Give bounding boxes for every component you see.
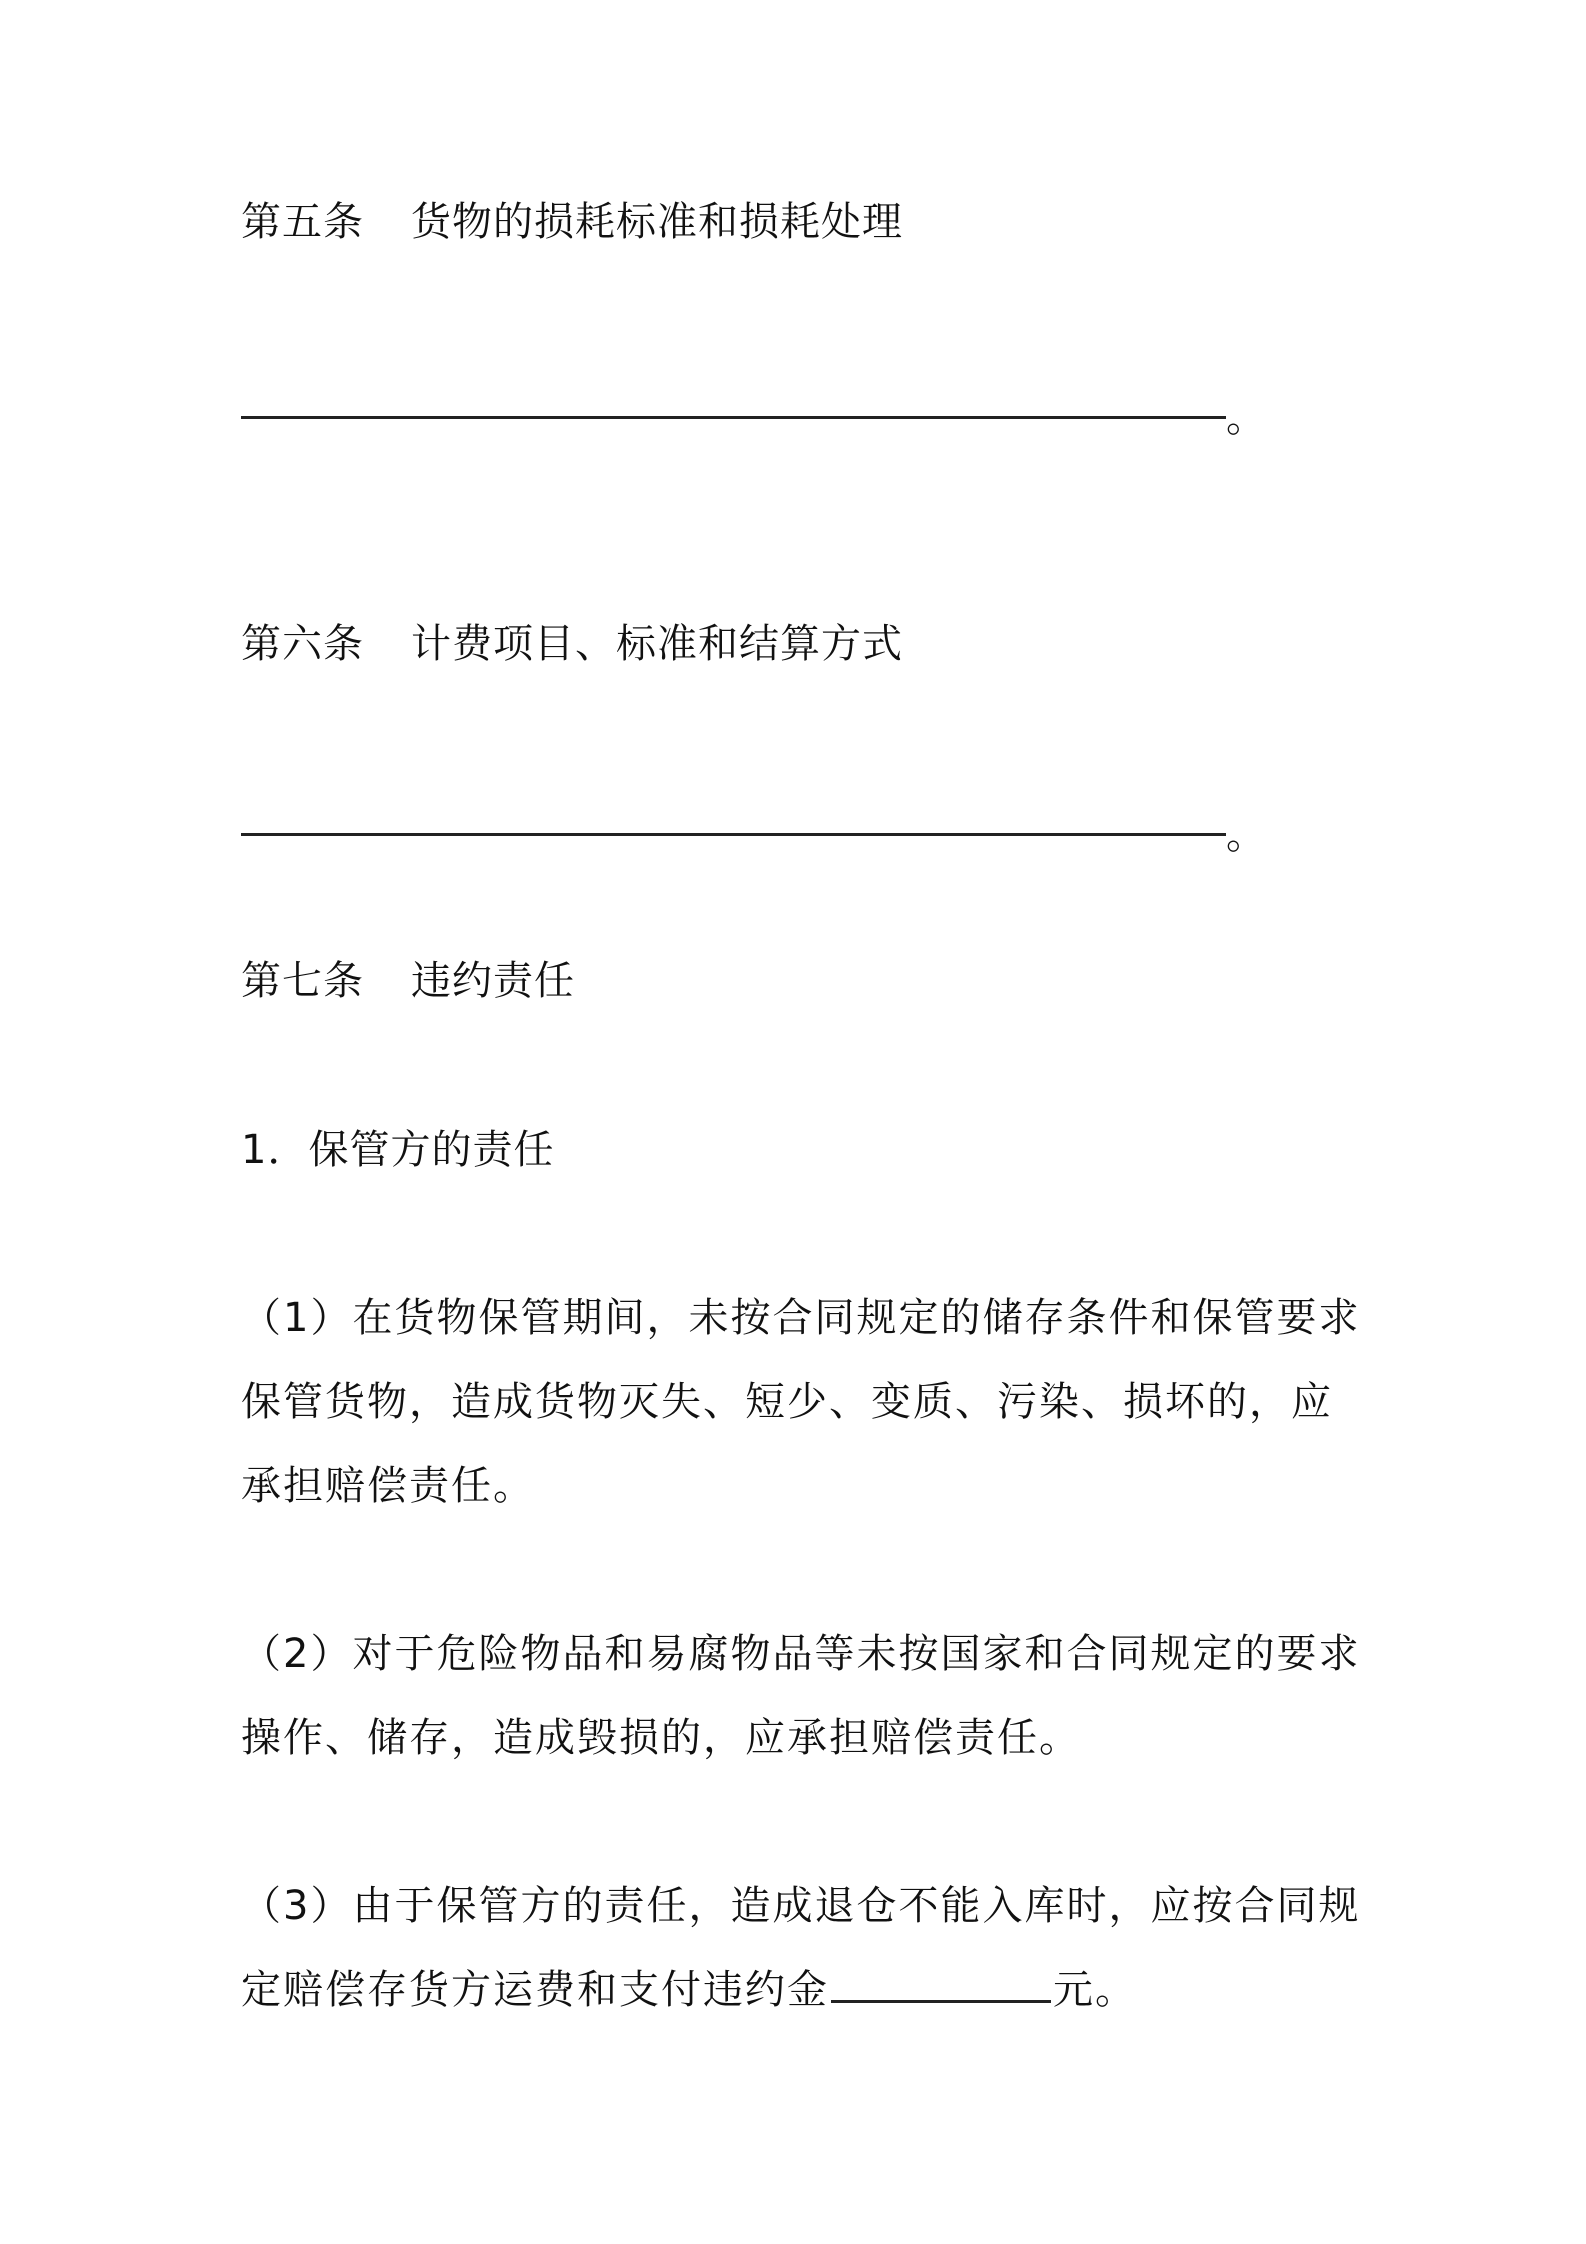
clause-item-3-unit: 元。	[1053, 1967, 1137, 2013]
penalty-amount-blank[interactable]	[831, 1960, 1051, 2003]
article-7-heading	[241, 939, 575, 1023]
article-6-heading	[241, 602, 903, 686]
article-6-blank[interactable]	[241, 793, 1266, 877]
article-5-heading	[241, 180, 903, 264]
blank-rule	[241, 833, 1226, 836]
blank-end-mark: 。	[1226, 395, 1266, 441]
article-5-blank[interactable]	[241, 376, 1266, 460]
article-7-number: 第七条	[241, 958, 364, 1004]
article-6-number: 第六条	[241, 621, 364, 667]
clause-item-3-text: （3）由于保管方的责任，造成退仓不能入库时，应按合同规定赔偿存货方运费和支付违约金	[241, 1883, 1361, 2013]
article-7-title: 违约责任	[411, 958, 575, 1004]
clause-item-3	[241, 1864, 1361, 2032]
section-1-heading: 1．保管方的责任	[241, 1127, 555, 1173]
article-5-title: 货物的损耗标准和损耗处理	[411, 199, 903, 245]
clause-item-1: （1）在货物保管期间，未按合同规定的储存条件和保管要求保管货物，造成货物灭失、短少、变质、污染、损坏的，应承担赔偿责任。	[241, 1295, 1361, 1509]
article-5-number: 第五条	[241, 199, 364, 245]
article-6-title: 计费项目、标准和结算方式	[411, 621, 903, 667]
blank-rule	[241, 416, 1226, 419]
blank-end-mark: 。	[1226, 812, 1266, 858]
clause-item-2: （2）对于危险物品和易腐物品等未按国家和合同规定的要求操作、储存，造成毁损的，应承担赔偿责任。	[241, 1631, 1361, 1761]
